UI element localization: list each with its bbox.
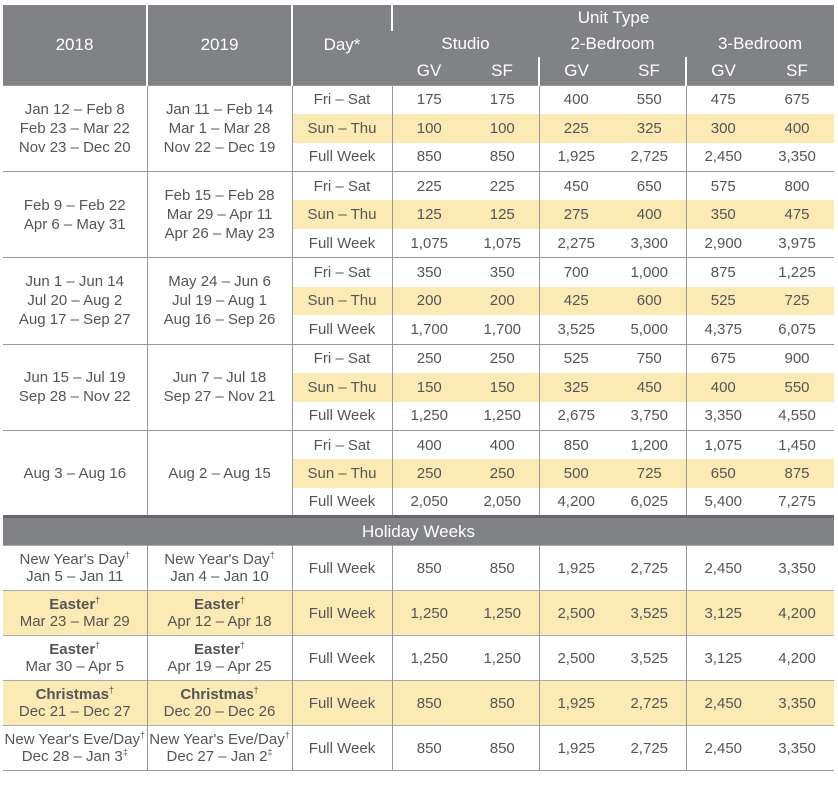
header-2018: 2018 [3, 5, 147, 85]
points-value: 6,075 [778, 321, 816, 339]
points-value: 550 [613, 85, 686, 114]
points-value: 525 [539, 344, 613, 373]
dagger-mark: † [108, 685, 114, 696]
holiday-dates: Jan 5 – Jan 11 [26, 568, 124, 586]
points-value: 650 [686, 459, 760, 488]
points-value: 2,050 [410, 493, 449, 511]
holiday-dates: Dec 20 – Dec 26 [163, 703, 276, 721]
holiday-weeks-band [3, 517, 834, 546]
date-range: Jul 20 – Aug 2 [27, 292, 123, 310]
points-value: 100 [466, 114, 539, 143]
dagger-mark: † [284, 730, 290, 741]
points-value: 3,350 [760, 681, 834, 726]
day-label: Fri – Sat [292, 85, 392, 114]
header-2019: 2019 [147, 5, 292, 85]
holiday-2018 [3, 546, 147, 591]
holiday-2019 [147, 591, 292, 636]
season-dates-2019 [147, 431, 292, 517]
season-dates-2018 [3, 431, 147, 517]
dagger-mark: † [139, 730, 145, 741]
points-value: 3,125 [686, 636, 760, 681]
date-range: Mar 29 – Apr 11 [166, 206, 273, 224]
points-value: 100 [392, 114, 466, 143]
header-3br-sf: SF [760, 57, 834, 85]
points-value: 1,925 [539, 726, 613, 771]
points-value: 3,350 [760, 726, 834, 771]
holiday-name: Easter [49, 596, 96, 614]
holiday-2019 [147, 636, 292, 681]
points-value: 2,725 [613, 546, 686, 591]
points-value: 3,750 [630, 407, 669, 425]
points-value: 1,200 [613, 431, 686, 460]
points-value: 475 [686, 85, 760, 114]
season-dates-2019 [147, 258, 292, 344]
points-value: 450 [539, 171, 613, 200]
day-label: Fri – Sat [292, 258, 392, 287]
points-value: 7,275 [778, 493, 816, 511]
header-studio-gv: GV [392, 57, 466, 85]
dagger-mark: † [95, 595, 101, 606]
points-value: 225 [466, 171, 539, 200]
points-value: 2,450 [686, 546, 760, 591]
dagger-mark: † [253, 685, 259, 696]
points-value: 3,525 [613, 591, 686, 636]
points-value: 1,250 [466, 636, 539, 681]
dagger-mark: † [239, 595, 245, 606]
points-value: 1,250 [392, 636, 466, 681]
date-range: Nov 22 – Dec 19 [163, 138, 276, 156]
points-value: 4,550 [778, 407, 816, 425]
header-3br-gv: GV [686, 57, 760, 85]
points-value: 5,400 [686, 488, 760, 517]
points-value: 150 [392, 373, 466, 402]
day-label: Fri – Sat [292, 431, 392, 460]
points-value: 1,075 [686, 431, 760, 460]
holiday-2019 [147, 726, 292, 771]
points-value: 800 [760, 171, 834, 200]
header-studio: Studio [392, 31, 539, 57]
points-value: 850 [392, 546, 466, 591]
season-dates-2018 [3, 344, 147, 430]
points-value: 1,925 [539, 681, 613, 726]
holiday-dates: Dec 21 – Dec 27 [18, 703, 131, 721]
day-label: Full Week [292, 681, 392, 726]
day-label: Full Week [292, 315, 392, 344]
points-value: 1,250 [483, 407, 522, 425]
points-value: 275 [539, 200, 613, 229]
points-value: 5,000 [630, 321, 669, 339]
day-label: Sun – Thu [292, 200, 392, 229]
points-value: 1,000 [613, 258, 686, 287]
points-value: 850 [466, 546, 539, 591]
points-value: 400 [686, 373, 760, 402]
day-label: Full Week [292, 591, 392, 636]
date-range: Aug 3 – Aug 16 [23, 464, 127, 482]
points-value: 850 [392, 681, 466, 726]
points-value: 1,925 [539, 143, 613, 172]
points-value: 2,675 [539, 402, 613, 431]
points-value: 350 [466, 258, 539, 287]
holiday-dates: Jan 4 – Jan 10 [170, 568, 269, 586]
points-value: 225 [539, 114, 613, 143]
date-range: Jan 12 – Feb 8 [24, 100, 125, 118]
table-row [3, 85, 834, 114]
points-value: 750 [613, 344, 686, 373]
points-value: 125 [392, 200, 466, 229]
season-dates-2018 [3, 85, 147, 171]
date-range: Feb 15 – Feb 28 [164, 187, 275, 205]
holiday-dates: Mar 30 – Apr 5 [25, 658, 124, 676]
points-value: 675 [686, 344, 760, 373]
points-value: 400 [760, 114, 834, 143]
points-value: 2,900 [686, 229, 760, 258]
holiday-name: Easter [49, 641, 96, 659]
holiday-weeks-title: Holiday Weeks [3, 517, 834, 546]
points-value: 325 [539, 373, 613, 402]
points-value: 3,350 [778, 148, 816, 166]
points-value: 125 [466, 200, 539, 229]
day-label: Sun – Thu [292, 287, 392, 316]
points-value: 575 [686, 171, 760, 200]
points-value: 850 [392, 726, 466, 771]
points-value: 4,200 [539, 488, 613, 517]
points-value: 600 [613, 287, 686, 316]
date-range: Feb 23 – Mar 22 [19, 119, 130, 137]
holiday-dates: Apr 12 – Apr 18 [167, 613, 272, 631]
day-label: Full Week [292, 402, 392, 431]
points-value: 1,225 [760, 258, 834, 287]
points-value: 1,700 [410, 321, 449, 339]
points-value: 200 [466, 287, 539, 316]
points-value: 3,525 [613, 636, 686, 681]
points-value: 250 [392, 459, 466, 488]
holiday-name: Easter [194, 641, 240, 659]
season-dates-2019 [147, 171, 292, 257]
table-row [3, 431, 834, 460]
points-value: 1,450 [760, 431, 834, 460]
dagger-mark: † [239, 640, 245, 651]
points-value: 250 [466, 459, 539, 488]
points-value: 400 [539, 85, 613, 114]
points-value: 1,925 [539, 546, 613, 591]
points-value: 2,500 [539, 636, 613, 681]
season-dates-2018 [3, 171, 147, 257]
date-range: Mar 1 – Mar 28 [168, 119, 271, 137]
points-value: 500 [539, 459, 613, 488]
points-value: 350 [686, 200, 760, 229]
points-value: 2,050 [483, 493, 522, 511]
season-dates-2019 [147, 344, 292, 430]
holiday-2018 [3, 591, 147, 636]
day-label: Full Week [292, 229, 392, 258]
date-range: Jul 19 – Aug 1 [171, 292, 268, 310]
header-studio-sf: SF [466, 57, 539, 85]
table-row [3, 258, 834, 287]
holiday-2018 [3, 681, 147, 726]
day-label: Full Week [292, 636, 392, 681]
points-value: 400 [466, 431, 539, 460]
table-header [3, 5, 834, 85]
holiday-dates: Mar 23 – Mar 29 [19, 613, 130, 631]
points-value: 3,525 [539, 315, 613, 344]
points-value: 2,725 [613, 681, 686, 726]
points-value: 1,700 [483, 321, 522, 339]
holiday-row [3, 681, 834, 726]
day-label: Sun – Thu [292, 114, 392, 143]
day-label: Fri – Sat [292, 344, 392, 373]
date-range: Nov 23 – Dec 20 [18, 138, 131, 156]
holiday-name: Easter [194, 596, 240, 614]
date-range: Sep 28 – Nov 22 [18, 388, 131, 406]
date-range: Apr 26 – May 23 [164, 225, 275, 243]
points-value: 525 [686, 287, 760, 316]
dagger-mark: † [269, 550, 275, 561]
day-label: Sun – Thu [292, 373, 392, 402]
day-label: Sun – Thu [292, 459, 392, 488]
table-body [3, 85, 834, 771]
date-range: Aug 2 – Aug 15 [168, 464, 271, 482]
points-value: 850 [466, 681, 539, 726]
holiday-name: Christmas [180, 686, 254, 704]
holiday-row [3, 636, 834, 681]
points-value: 400 [613, 200, 686, 229]
holiday-2018 [3, 636, 147, 681]
points-value: 650 [613, 171, 686, 200]
holiday-row [3, 726, 834, 771]
holiday-dates: Apr 19 – Apr 25 [167, 658, 272, 676]
holiday-name: New Year's Day [19, 551, 125, 569]
points-value: 150 [466, 373, 539, 402]
points-value: 2,450 [686, 143, 760, 172]
header-2br-sf: SF [613, 57, 686, 85]
double-dagger-mark: ‡ [122, 747, 128, 758]
points-value: 3,350 [686, 402, 760, 431]
points-value: 3,975 [778, 234, 816, 252]
points-value: 900 [760, 344, 834, 373]
points-value: 700 [539, 258, 613, 287]
points-value: 850 [416, 148, 442, 166]
date-range: Jun 1 – Jun 14 [25, 273, 124, 291]
points-value: 2,450 [686, 726, 760, 771]
holiday-row [3, 591, 834, 636]
date-range: Jun 7 – Jul 18 [172, 369, 267, 387]
table-row [3, 171, 834, 200]
header-2br-gv: GV [539, 57, 613, 85]
dagger-mark: † [95, 640, 101, 651]
points-value: 175 [466, 85, 539, 114]
points-value: 300 [686, 114, 760, 143]
points-value: 875 [686, 258, 760, 287]
points-value: 400 [392, 431, 466, 460]
date-range: Apr 6 – May 31 [23, 215, 126, 233]
points-value: 875 [760, 459, 834, 488]
points-value: 4,200 [760, 636, 834, 681]
holiday-2018 [3, 726, 147, 771]
header-3-bedroom: 3-Bedroom [686, 31, 834, 57]
points-value: 2,725 [630, 148, 669, 166]
points-value: 675 [760, 85, 834, 114]
points-value: 6,025 [630, 493, 669, 511]
points-value: 325 [613, 114, 686, 143]
day-label: Fri – Sat [292, 171, 392, 200]
day-label: Full Week [292, 488, 392, 517]
points-value: 2,450 [686, 681, 760, 726]
points-value: 850 [489, 148, 515, 166]
points-value: 250 [392, 344, 466, 373]
season-dates-2019 [147, 85, 292, 171]
points-value: 1,075 [483, 234, 522, 252]
date-range: Jan 11 – Feb 14 [165, 100, 274, 118]
points-value: 3,300 [630, 234, 669, 252]
points-value: 1,075 [410, 234, 449, 252]
holiday-2019 [147, 546, 292, 591]
points-chart-table [3, 5, 834, 771]
table-row [3, 344, 834, 373]
day-label: Full Week [292, 143, 392, 172]
header-unit-type: Unit Type [392, 5, 834, 31]
points-value: 725 [613, 459, 686, 488]
points-value: 2,725 [613, 726, 686, 771]
points-value: 550 [760, 373, 834, 402]
holiday-2019 [147, 681, 292, 726]
points-value: 475 [760, 200, 834, 229]
day-label: Full Week [292, 726, 392, 771]
dagger-mark: † [124, 550, 130, 561]
date-range: Feb 9 – Feb 22 [23, 196, 126, 214]
holiday-name: New Year's Eve/Day [4, 731, 140, 749]
holiday-dates: Dec 27 – Jan 2 [166, 748, 268, 766]
points-value: 850 [539, 431, 613, 460]
points-value: 1,250 [410, 407, 449, 425]
points-value: 2,500 [539, 591, 613, 636]
points-value: 725 [760, 287, 834, 316]
holiday-dates: Dec 28 – Jan 3 [21, 748, 123, 766]
double-dagger-mark: ‡ [267, 747, 273, 758]
points-value: 1,250 [466, 591, 539, 636]
points-value: 4,375 [686, 315, 760, 344]
date-range: Aug 16 – Sep 26 [163, 311, 276, 329]
points-value: 2,275 [539, 229, 613, 258]
date-range: Sep 27 – Nov 21 [163, 388, 276, 406]
points-value: 175 [392, 85, 466, 114]
points-value: 850 [466, 726, 539, 771]
holiday-name: Christmas [35, 686, 109, 704]
date-range: May 24 – Jun 6 [168, 273, 271, 291]
date-range: Jun 15 – Jul 19 [23, 369, 126, 387]
holiday-name: New Year's Eve/Day [149, 731, 285, 749]
header-day: Day* [292, 5, 392, 85]
points-value: 450 [613, 373, 686, 402]
points-value: 425 [539, 287, 613, 316]
holiday-name: New Year's Day [164, 551, 270, 569]
holiday-row [3, 546, 834, 591]
points-value: 3,125 [686, 591, 760, 636]
header-2-bedroom: 2-Bedroom [539, 31, 686, 57]
points-value: 3,350 [760, 546, 834, 591]
season-dates-2018 [3, 258, 147, 344]
day-label: Full Week [292, 546, 392, 591]
points-value: 200 [392, 287, 466, 316]
points-value: 4,200 [760, 591, 834, 636]
points-value: 1,250 [392, 591, 466, 636]
points-value: 225 [392, 171, 466, 200]
points-value: 350 [392, 258, 466, 287]
points-value: 250 [466, 344, 539, 373]
date-range: Aug 17 – Sep 27 [18, 311, 131, 329]
